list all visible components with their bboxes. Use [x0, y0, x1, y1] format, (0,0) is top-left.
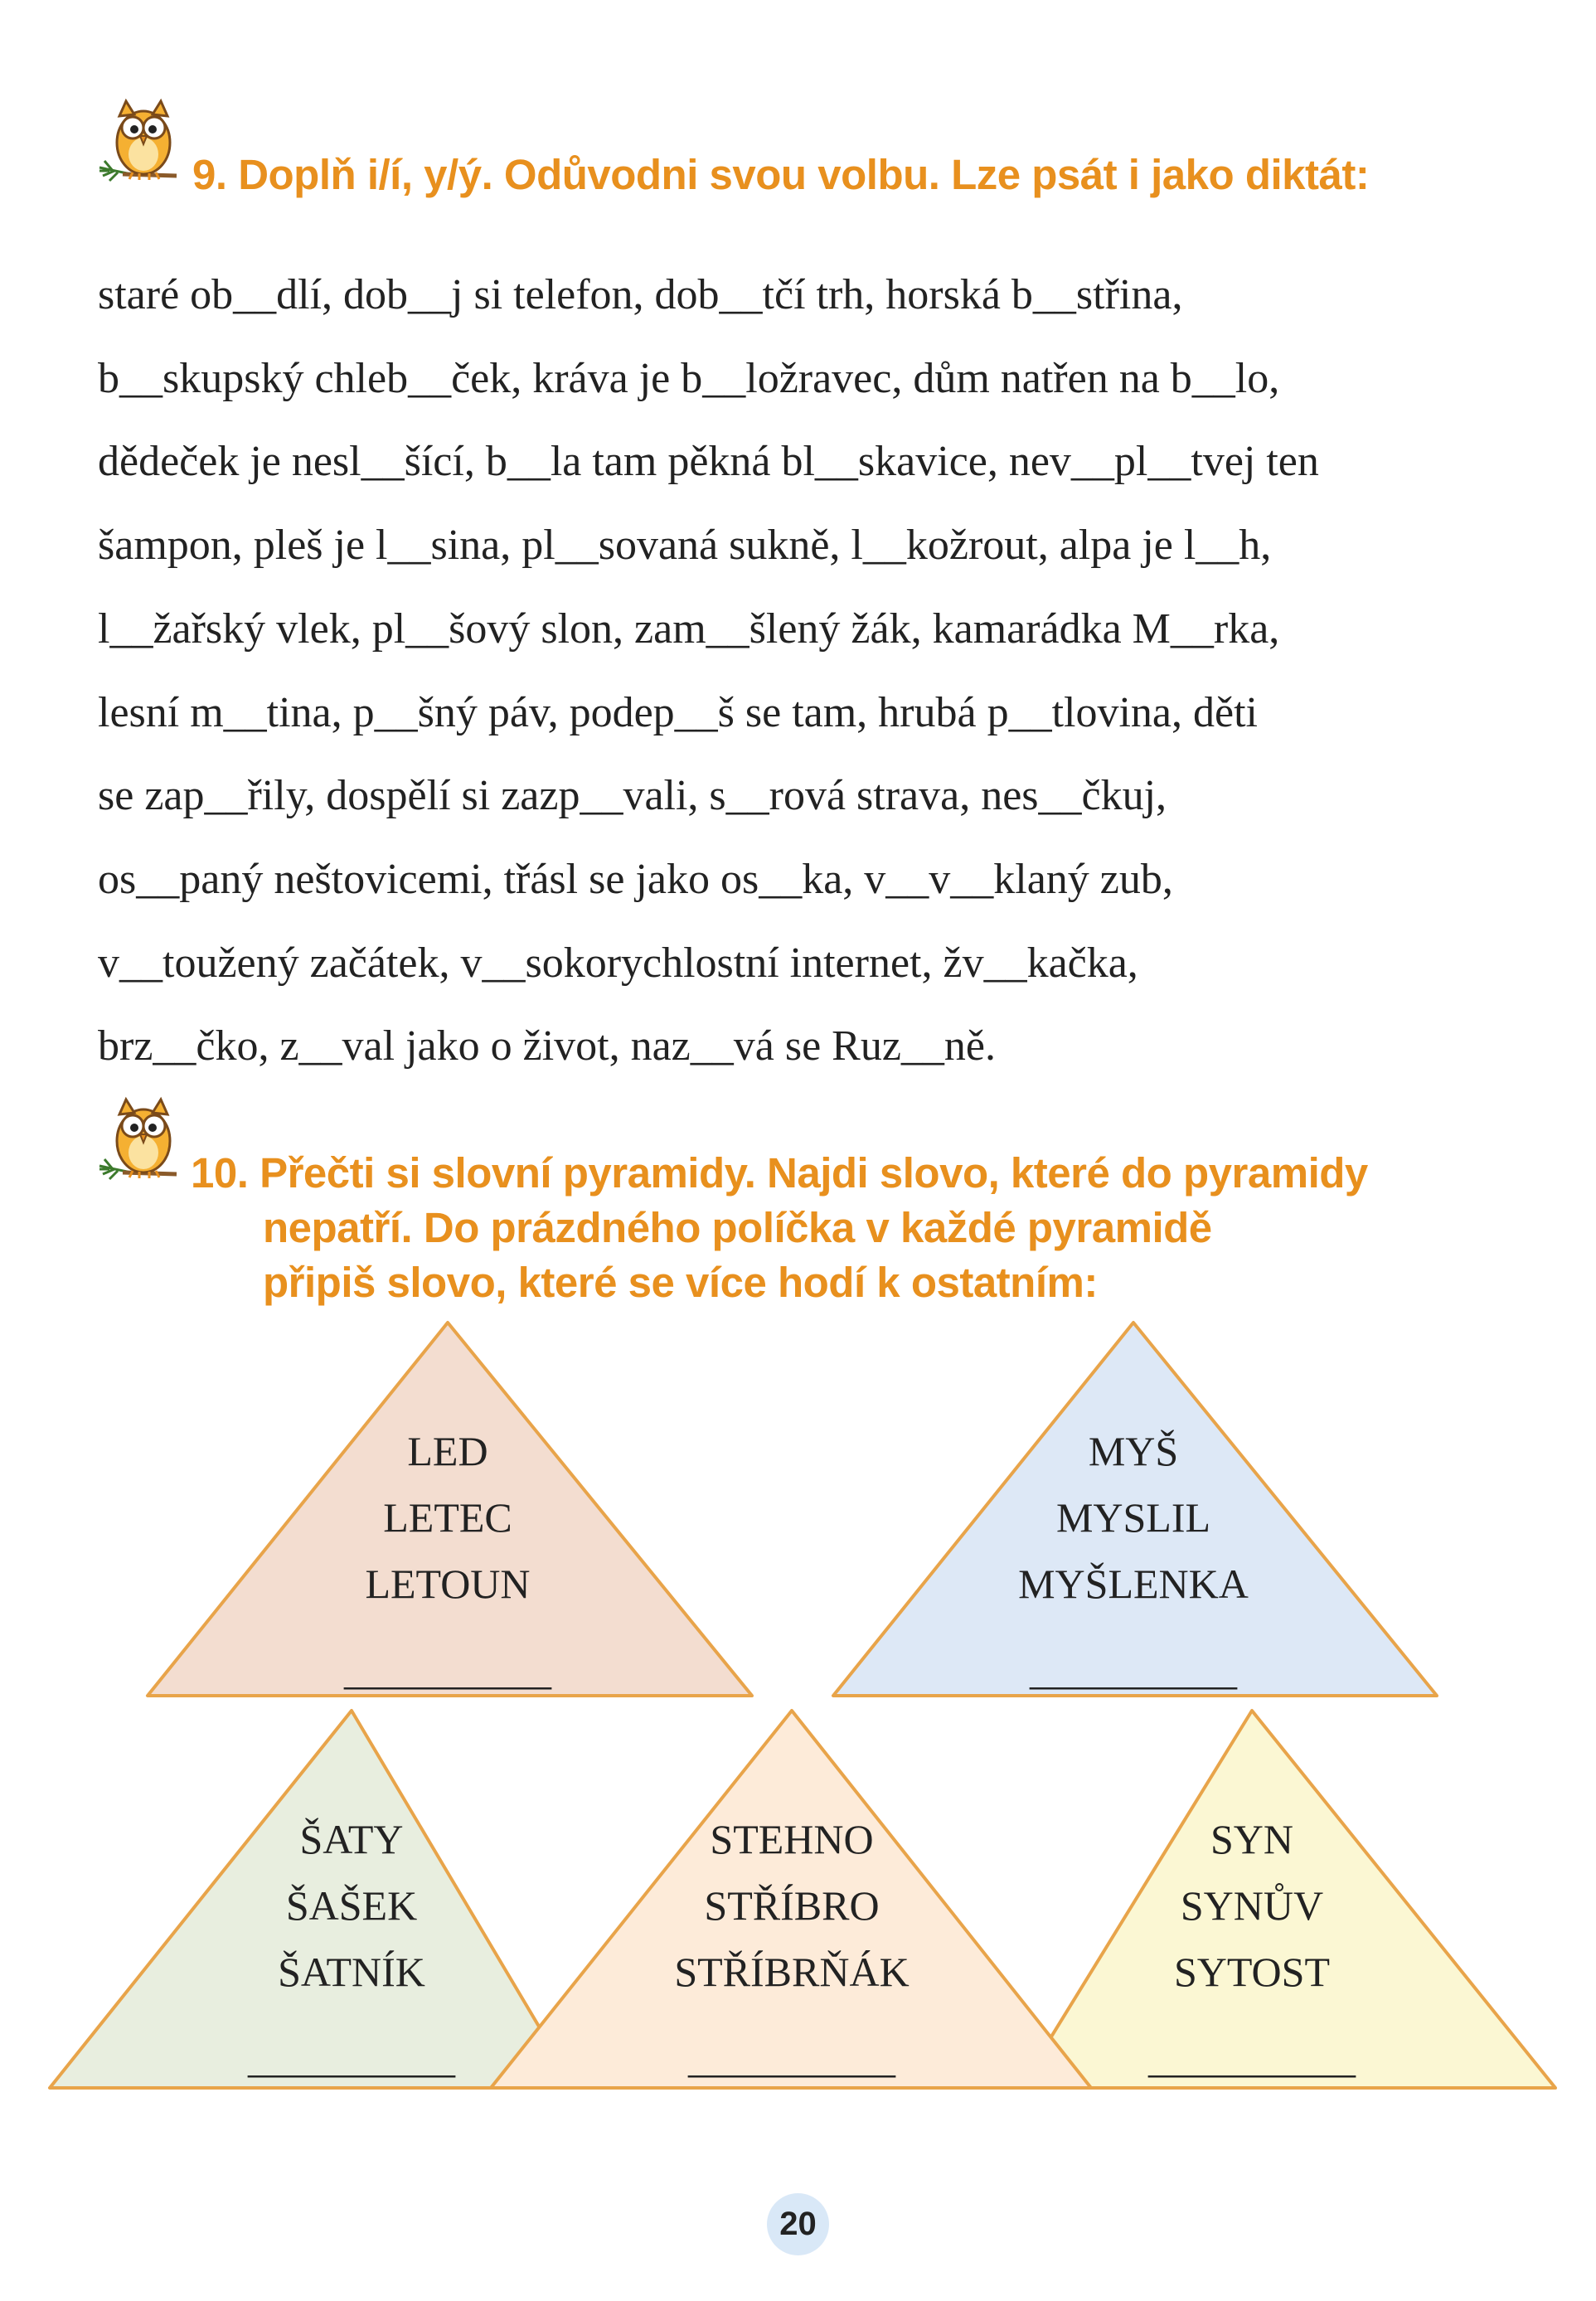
pyramid-word: LED: [407, 1428, 488, 1474]
text-line: v__toužený začátek, v__sokorychlostní internet, žv__kačka,: [98, 939, 1138, 987]
text-line: brz__čko, z__val jako o život, naz__vá se Ruz__ně.: [98, 1022, 996, 1070]
answer-blank[interactable]: __________: [1148, 2035, 1356, 2081]
text-line: šampon, pleš je l__sina, pl__sovaná sukně, l__kožrout, alpa je l__h,: [98, 522, 1272, 570]
pyramid-mys: [968, 1418, 1299, 1703]
pyramid-word: ŠATNÍK: [278, 1949, 425, 1995]
page-number: 20: [767, 2193, 829, 2255]
pyramid-word: STŘÍBRŇÁK: [674, 1949, 910, 1995]
pyramid-word: ŠAŠEK: [285, 1882, 418, 1929]
task-10-title-line: 10. Přečti si slovní pyramidy. Najdi slovo, které do pyramidy: [191, 1149, 1368, 1197]
text-line: staré ob__dlí, dob__j si telefon, dob__tčí trh, horská b__střina,: [98, 271, 1183, 318]
text-line: b__skupský chleb__ček, kráva je b__ložravec, dům natřen na b__lo,: [98, 354, 1280, 402]
task-10-title-line: připiš slovo, které se více hodí k ostatním:: [263, 1259, 1098, 1306]
text-line: lesní m__tina, p__šný páv, podep__š se tam, hrubá p__tlovina, děti: [98, 688, 1258, 736]
pyramid-word: MYŠLENKA: [1018, 1561, 1249, 1607]
pyramid-word: STEHNO: [710, 1816, 874, 1862]
pyramid-word: SYNŮV: [1180, 1882, 1324, 1929]
pyramid-saty: [186, 1806, 517, 2091]
pyramid-word: LETOUN: [365, 1561, 531, 1607]
text-line: dědeček je nesl__šící, b__la tam pěkná bl__skavice, nev__pl__tvej ten: [98, 438, 1319, 486]
pyramid-word: STŘÍBRO: [704, 1882, 880, 1929]
answer-blank[interactable]: __________: [1030, 1647, 1237, 1693]
pyramid-stehno: [626, 1806, 958, 2091]
answer-blank[interactable]: __________: [688, 2035, 895, 2081]
answer-blank[interactable]: __________: [344, 1647, 551, 1693]
pyramid-word: SYN: [1210, 1816, 1294, 1862]
text-line: os__paný neštovicemi, třásl se jako os__ka, v__v__klaný zub,: [98, 855, 1173, 903]
pyramid-word: SYTOST: [1173, 1949, 1330, 1995]
pyramid-syn: [1086, 1806, 1418, 2091]
pyramid-word: ŠATY: [299, 1816, 404, 1862]
pyramid-word: LETEC: [383, 1494, 512, 1541]
pyramid-led: [282, 1418, 614, 1703]
pyramid-word: MYŠ: [1088, 1428, 1179, 1474]
answer-blank[interactable]: __________: [248, 2035, 455, 2081]
text-line: se zap__řily, dospělí si zazp__vali, s__rová strava, nes__čkuj,: [98, 772, 1167, 820]
task-10-title-line: nepatří. Do prázdného políčka v každé pyramidě: [263, 1204, 1212, 1251]
task-9-title: 9. Doplň i/í, y/ý. Odůvodni svou volbu. Lze psát i jako diktát:: [192, 151, 1370, 198]
pyramid-word: MYSLIL: [1055, 1494, 1211, 1541]
text-line: l__žařský vlek, pl__šový slon, zam__šlený žák, kamarádka M__rka,: [98, 604, 1280, 653]
